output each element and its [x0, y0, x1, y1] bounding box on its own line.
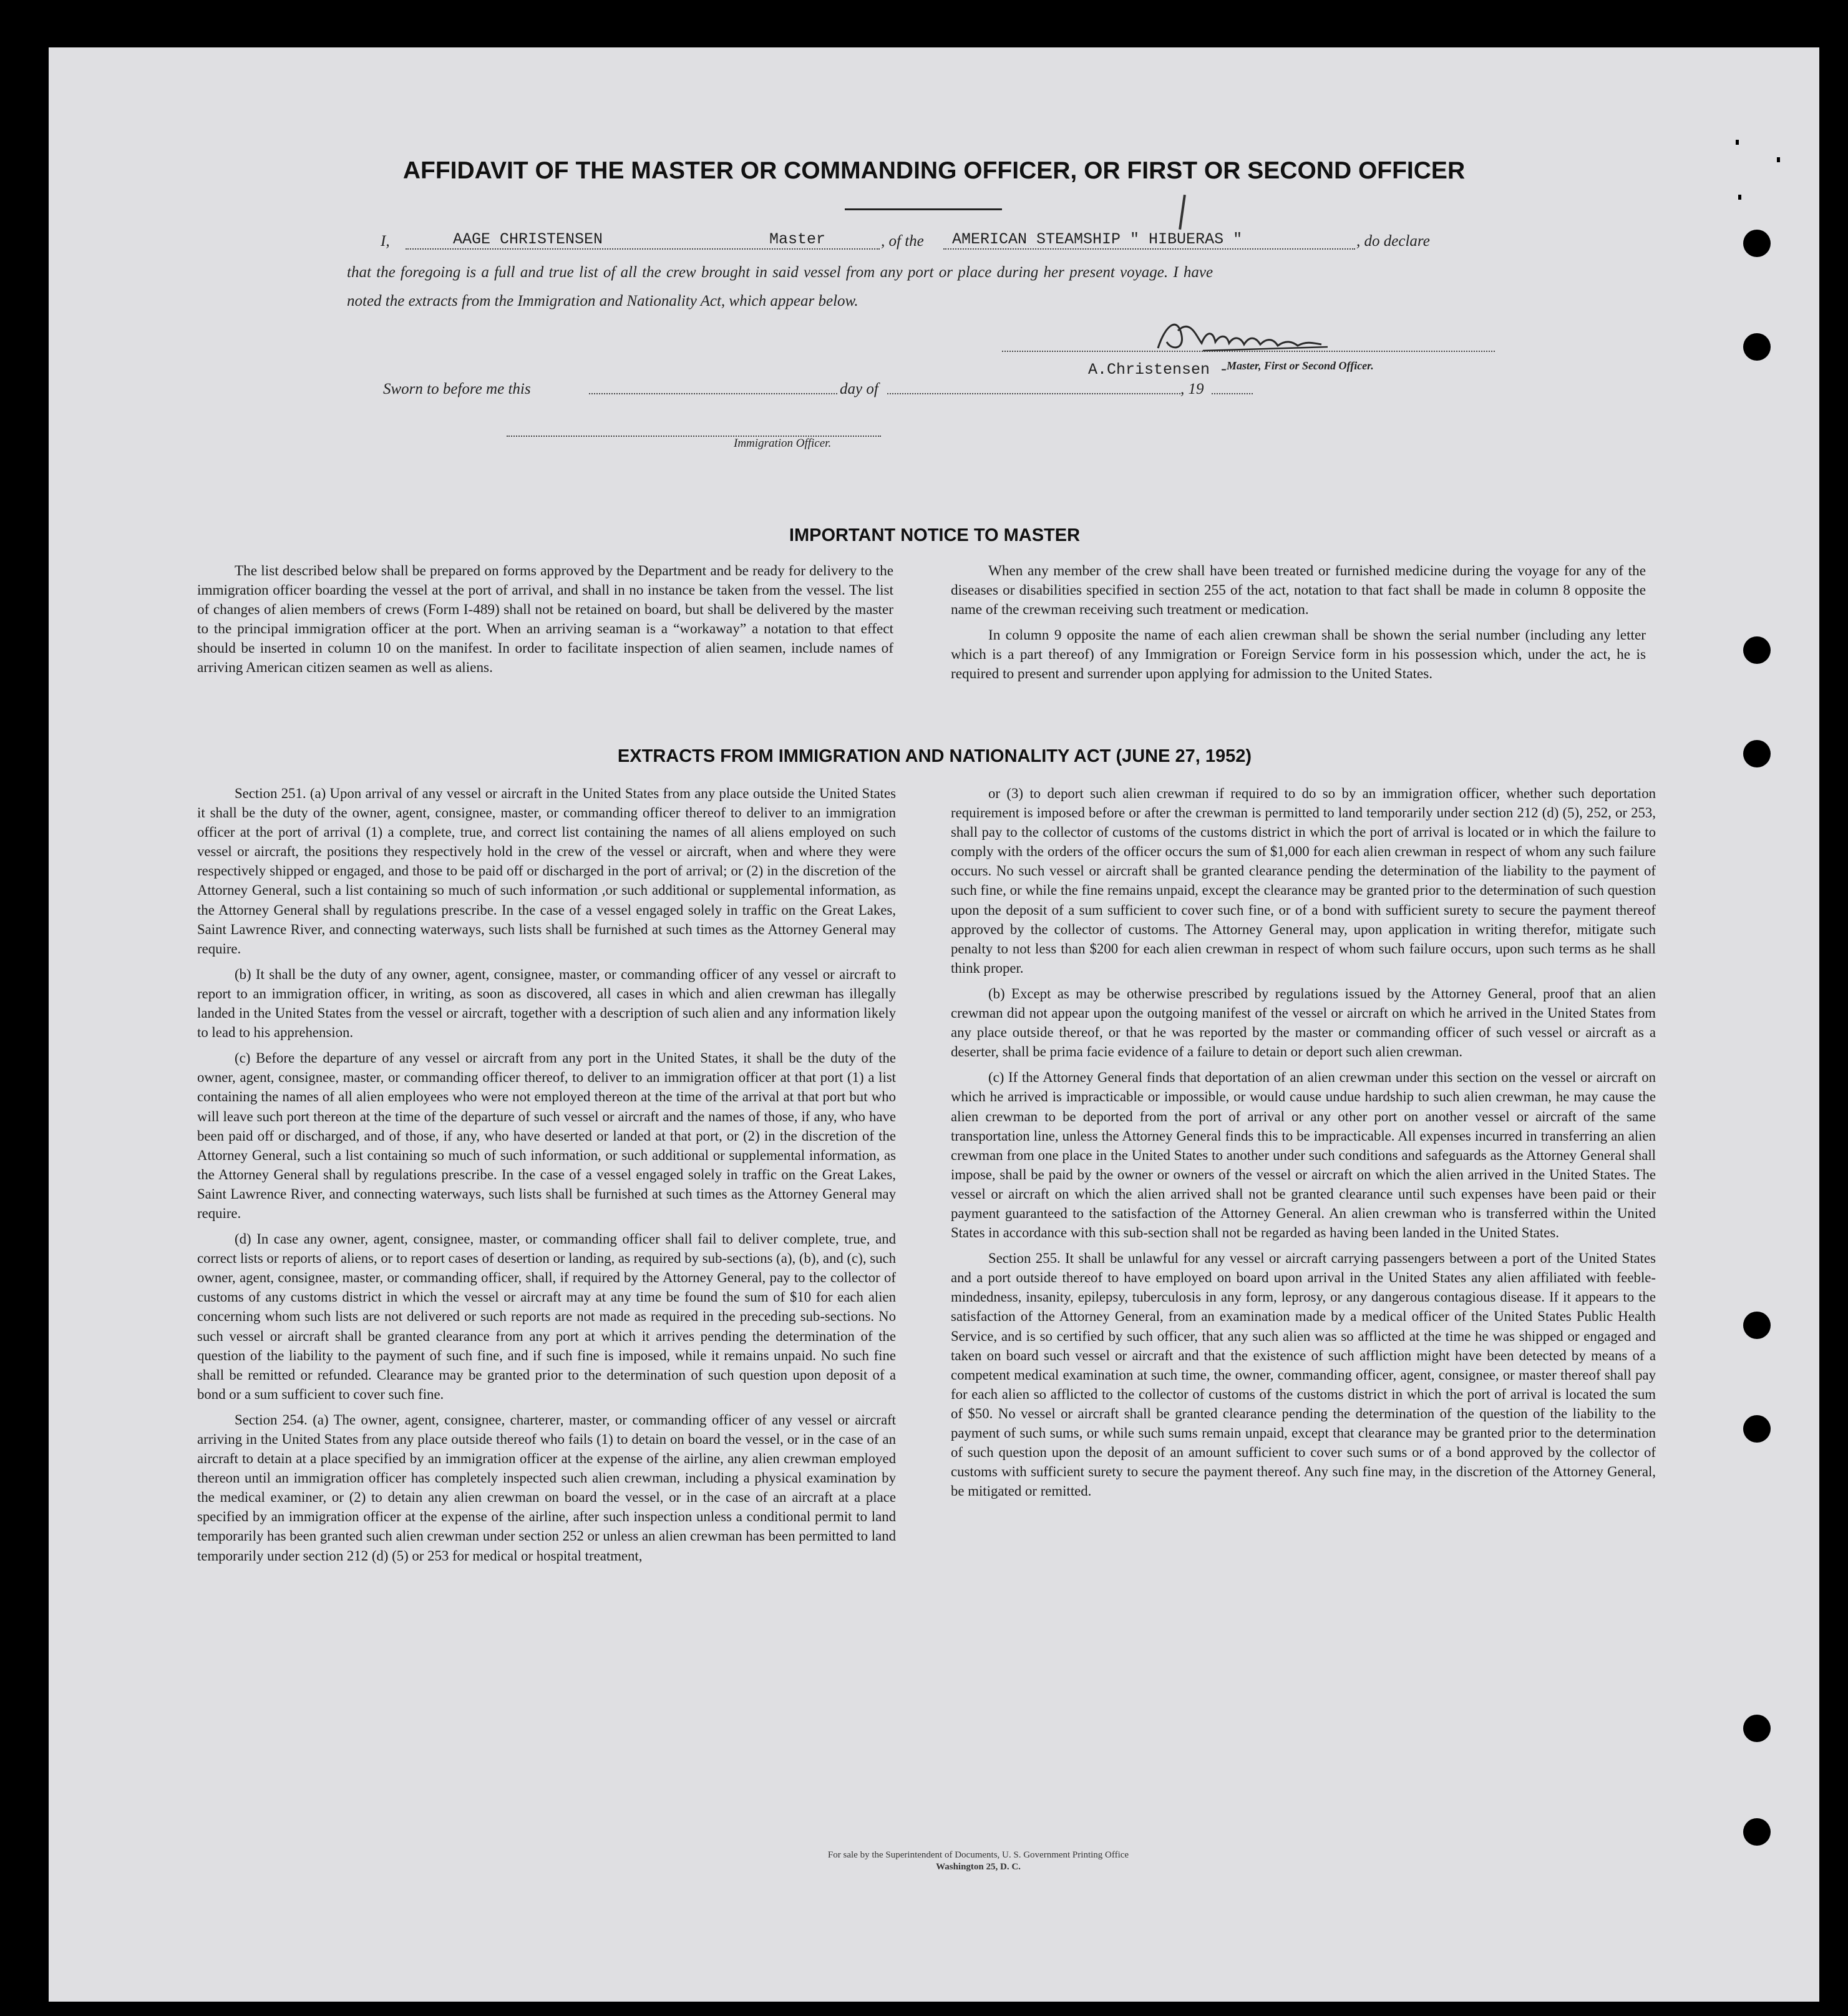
document-page [49, 47, 1819, 2002]
extracts-left-column [197, 784, 896, 1572]
declaration-line-2: that the foregoing is a full and true list of all the crew brought in said vessel from any port or place during her present voyage. I have [347, 264, 1213, 281]
notice-paragraph: When any member of the crew shall have been treated or furnished medicine during the voyage for any of the diseases or disabilities specified in section 255 of the act, notation to that fact shall be made in column 8 opposite the name of the crewman receiving such treatment or medication. [951, 563, 1646, 618]
master-rank: Master [769, 230, 826, 248]
extract-paragraph: (c) Before the departure of any vessel or aircraft from any port in the United States, it shall be the duty of the owner, agent, consignee, master, or commanding officer thereof, to deliver to an immigration officer at that port (1) a list containing the names of all alien employees who were not employed thereon at the time of the arrival at that port but who will leave such port thereon at the time of the departure of such vessel or aircraft and the names of those, if any, who have been paid off or discharged, and of those, if any, who have deserted or landed at that port, or (2) in the discretion of the Attorney General, such a list containing so much of such information, or such additional or supplemental information, as the Attorney General shall by regulations prescribe. In the case of a vessel engaged solely in traffic on the Great Lakes, Saint Lawrence River, and connecting waterways, such lists shall be furnished at such times as the Attorney General may require. [197, 1050, 896, 1221]
of-the-label: , of the [881, 233, 924, 250]
notice-heading: IMPORTANT NOTICE TO MASTER [789, 525, 1081, 545]
punch-hole [1743, 1715, 1771, 1742]
extract-paragraph: (c) If the Attorney General finds that deportation of an alien crewman under this section on the vessel or aircraft on which he arrived is impracticable or impossible, or would cause undue hardship to such alien crewman, he may cause the alien crewman to be deported from the port of arrival or any other port on another vessel or aircraft of the same transportation line, unless the Attorney General finds this to be impracticable. All expenses incurred in transferring an alien crewman from one place in the United States to another under such conditions and safeguards as the Attorney General shall impose, shall be paid by the owner or owners of the vessel or aircraft on which the alien arrived in the United States. The vessel or aircraft on which the alien arrived shall not be granted clearance until such expenses have been paid or their payment guaranteed to the satisfaction of the Attorney General. An alien crewman who is transferred within the United States in accordance with this sub-section shall not be regarded as having been landed in the United States. [951, 1069, 1656, 1241]
extracts-right-column [951, 784, 1656, 1507]
typed-signature: A.Christensen - [1088, 361, 1229, 379]
extract-paragraph: Section 251. (a) Upon arrival of any vessel or aircraft in the United States from any place outside the United States it shall be the duty of the owner, agent, consignee, master, or commanding officer thereof to deliver to an immigration officer at the port of arrival (1) a complete, true, and correct list containing the names of all aliens employed on such vessel or aircraft, the positions they respectively hold in the crew of the vessel or aircraft, when and where they were respectively shipped or engaged, and those to be paid off or discharged in the port of arrival; or (2) in the discretion of the Attorney General, such a list containing so much of such information ,or such additional or supplemental information, as the Attorney General shall by regulations prescribe. In the case of a vessel engaged solely in traffic on the Great Lakes, Saint Lawrence River, and connecting waterways, such lists shall be furnished at such times as the Attorney General may require. [197, 786, 896, 957]
extract-paragraph: (b) It shall be the duty of any owner, agent, consignee, master, or commanding officer of any vessel or aircraft to report to an immigration officer, in writing, as soon as discovered, all cases in which and alien crewman has illegally landed in the United States from the vessel or aircraft, together with a description of such alien and any information likely to lead to his apprehension. [197, 966, 896, 1041]
extract-paragraph: (b) Except as may be otherwise prescribed by regulations issued by the Attorney General, proof that an alien crewman did not appear upon the outgoing manifest of the vessel or aircraft on which he arrived in the United States from any place outside thereof, or that he was reported by the master or commanding officer of such vessel or aircraft as a deserter, shall be prima facie evidence of a failure to detain or deport such alien crewman. [951, 985, 1656, 1060]
punch-hole [1743, 230, 1771, 257]
punch-hole [1743, 333, 1771, 361]
declaration-line-3: noted the extracts from the Immigration and Nationality Act, which appear below. [347, 293, 858, 309]
punch-hole [1743, 1818, 1771, 1846]
footer-line-1: For sale by the Superintendent of Documents, U. S. Government Printing Office [827, 1850, 1129, 1860]
notice-right-column [951, 562, 1646, 690]
title-rule [845, 208, 1002, 210]
paper-speck [1736, 140, 1739, 145]
handwritten-signature [1153, 312, 1340, 362]
declare-label: , do declare [1356, 233, 1430, 250]
punch-hole [1743, 1415, 1771, 1443]
sworn-month-field [887, 392, 1180, 394]
master-name: AAGE CHRISTENSEN [453, 230, 603, 248]
i-label: I, [381, 233, 390, 250]
ink-mark [1179, 195, 1186, 230]
extract-paragraph: (d) In case any owner, agent, consignee, master, or commanding officer shall fail to deliver complete, true, and correct lists or reports of aliens, or to report cases of desertion or landing, as required by sub-sections (a), (b), and (c), such owner, agent, consignee, master, or commanding officer, shall, if required by the Attorney General, pay to the collector of customs of any customs district in which the vessel or aircraft may at any time be found the sum of $10 for each alien concerning whom such lists are not delivered or such reports are not made as required in the preceding sub-sections. No such vessel or aircraft shall be granted clearance from any port at which it arrives pending the determination of the question of the liability to the payment of such fine, and if such fine is imposed, while it remains unpaid. No such fine shall be remitted or refunded. Clearance may be granted prior to the determination of such question upon deposit of a bond or a sum sufficient to cover such fine. [197, 1231, 896, 1402]
punch-hole [1743, 740, 1771, 767]
sworn-day-field [589, 392, 837, 394]
notice-left-column [197, 562, 893, 684]
year-label: , 19 [1180, 381, 1204, 397]
extracts-heading: EXTRACTS FROM IMMIGRATION AND NATIONALITY ACT (JUNE 27, 1952) [617, 746, 1252, 766]
paper-speck [1738, 195, 1741, 200]
notice-paragraph: In column 9 opposite the name of each alien crewman shall be shown the serial number (including any letter which is a part thereof) of any Immigration or Foreign Service form in his possession which, under the act, he is required to present and surrender upon applying for admission to the United States. [951, 627, 1646, 682]
day-of-label: day of [840, 381, 878, 397]
footer [49, 1849, 1848, 1873]
notice-paragraph: The list described below shall be prepared on forms approved by the Department and be ready for delivery to the immigration officer boarding the vessel at the port of arrival, and shall in no instance be taken from the vessel. The list of changes of alien members of crews (Form I-489) shall not be retained on board, but shall be delivered by the master to the principal immigration officer at the port. When an arriving seaman is a “workaway” a notation to that effect should be inserted in column 10 on the manifest. In order to facilitate inspection of alien seamen, include names of arriving American citizen seamen as well as aliens. [197, 563, 893, 676]
sworn-year-field [1212, 392, 1253, 394]
signature-caption: Master, First or Second Officer. [1227, 359, 1374, 372]
sworn-label: Sworn to before me this [383, 381, 531, 397]
punch-hole [1743, 636, 1771, 664]
extract-paragraph: Section 254. (a) The owner, agent, consignee, charterer, master, or commanding officer of any vessel or aircraft arriving in the United States from any place outside thereof who fails (1) to detain on board the vessel, or in the case of an aircraft to detain at a place specified by an immigration officer at the expense of the airline, any alien crewman employed thereon until an immigration officer has completely inspected such alien crewman, including a physical examination by the medical examiner, or (2) to detain any alien crewman on board the vessel, or in the case of an aircraft at a place specified by an immigration officer at the expense of the airline, after such inspection unless a conditional permit to land temporarily has been granted such alien crewman under section 252 or unless an alien crewman has been permitted to land temporarily under section 212 (d) (5) or 253 for medical or hospital treatment, [197, 1411, 896, 1564]
extract-paragraph: Section 255. It shall be unlawful for any vessel or aircraft carrying passengers between a port of the United States and a port outside thereof to have employed on board upon arrival in the United States any alien affiliated with feeble-mindedness, insanity, epilepsy, tuberculosis in any form, leprosy, or any dangerous contagious disease. If it appears to the satisfaction of the Attorney General, from an examination made by a medical officer of the United States Public Health Service, and is so certified by such officer, that any such alien was so afflicted at the time he was shipped or engaged and taken on board such vessel or aircraft and that the existence of such affliction might have been detected by means of a competent medical examination at such time, the owner, commanding officer, agent, consignee, or master thereof shall pay for each alien so afflicted to the collector of customs of the customs district in which the port of arrival is located the sum of $50. No vessel or aircraft shall be granted clearance pending the determination of the question of the liability to the payment of such sums, or while such sums remain unpaid, except that clearance may be granted prior to the determination of such question upon the deposit of an amount sufficient to cover such sums or of a bond approved by the collector of customs with sufficient surety to secure the payment thereof. Any such fine may, in the discretion of the Attorney General, be mitigated or remitted. [951, 1250, 1656, 1499]
punch-hole [1743, 1312, 1771, 1339]
officer-caption: Immigration Officer. [734, 437, 832, 450]
extract-paragraph: or (3) to deport such alien crewman if required to do so by an immigration officer, whether such deportation requirement is imposed before or after the crewman is permitted to land temporarily under section 212 (d) (5), 252, or 253, shall pay to the collector of customs of the customs district in which the port of arrival is located or in which the failure to comply with the orders of the officer occurs the sum of $1,000 for each alien crewman in respect of whom any such failure occurs. No such vessel or aircraft shall be granted clearance pending the determination of the liability to the payment of such fine, or while the fine remains unpaid, except the clearance may be granted prior to the determination of such question upon the deposit of a sum sufficient to cover such fine, or of a bond with sufficient surety to secure the payment thereof approved by the collector of customs. The Attorney General may, upon application in writing therefor, mitigate such penalty to not less than $200 for each alien crewman in respect of whom such failure occurs, upon such terms as he shall think proper. [951, 786, 1656, 976]
affidavit-title: AFFIDAVIT OF THE MASTER OR COMMANDING OFFICER, OR FIRST OR SECOND OFFICER [402, 157, 1466, 184]
footer-line-2: Washington 25, D. C. [936, 1862, 1021, 1872]
vessel-name: AMERICAN STEAMSHIP " HIBUERAS " [952, 230, 1243, 248]
paper-speck [1777, 157, 1780, 162]
